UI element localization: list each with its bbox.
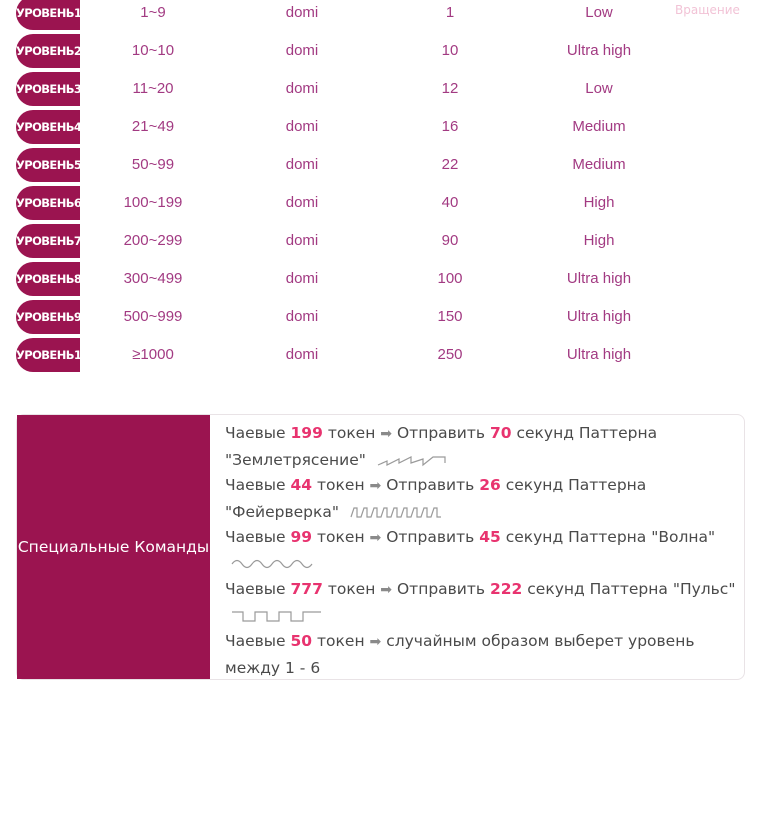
level-intensity: Medium [572, 118, 626, 135]
level-row [16, 338, 744, 372]
tip-amount: 199 [290, 424, 323, 442]
rotation-column-header: Вращение [675, 3, 740, 17]
level-duration: 40 [441, 194, 459, 211]
special-commands-panel [16, 414, 745, 680]
tip-word: Чаевые [225, 476, 286, 494]
arrow-icon: ➡ [380, 426, 393, 442]
level-intensity: High [583, 232, 615, 249]
tip-amount: 777 [290, 580, 323, 598]
token-word: токен [317, 632, 365, 650]
pulse-pattern-icon [231, 609, 323, 623]
level-intensity: Ultra high [566, 42, 632, 59]
tip-amount: 50 [290, 632, 313, 650]
level-row [16, 224, 744, 258]
level-tip-range: 200~299 [123, 232, 183, 249]
level-intensity: Ultra high [566, 270, 632, 287]
pattern-name: "Волна" [651, 528, 716, 546]
seconds-pattern-word: секунд Паттерна [505, 528, 647, 546]
level-badge: УРОВЕНЬ7 [16, 224, 80, 258]
level-toy: domi [285, 118, 319, 135]
pattern-name: "Фейерверка" [225, 502, 339, 521]
send-word: Отправить [386, 528, 475, 546]
level-row [16, 148, 744, 182]
level-tip-range: 500~999 [123, 308, 183, 325]
level-tip-range: 21~49 [131, 118, 175, 135]
command-item [225, 473, 739, 525]
level-intensity: Low [585, 4, 613, 21]
send-word: Отправить [386, 476, 475, 494]
level-toy: domi [285, 80, 319, 97]
level-tip-range: 1~9 [140, 4, 166, 21]
command-item-random [225, 629, 739, 681]
seconds-amount: 222 [489, 580, 523, 598]
tip-amount: 99 [290, 528, 313, 546]
level-toy: domi [285, 232, 319, 249]
level-toy: domi [285, 42, 319, 59]
level-row [16, 110, 744, 144]
level-badge: УРОВЕНЬ3 [16, 72, 80, 106]
seconds-pattern-word: секунд Паттерна [505, 476, 647, 494]
seconds-pattern-word: секунд Паттерна [516, 424, 658, 442]
level-intensity: Low [585, 80, 613, 97]
arrow-icon: ➡ [380, 582, 393, 598]
level-badge: УРОВЕНЬ10 [16, 338, 80, 372]
level-row [16, 300, 744, 334]
level-tip-range: ≥1000 [132, 346, 174, 363]
tip-word: Чаевые [225, 424, 286, 442]
level-duration: 90 [441, 232, 459, 249]
special-commands-list [225, 421, 739, 681]
random-text: случайным образом выберет уровень между 1 - 6 [225, 632, 695, 677]
level-toy: domi [285, 4, 319, 21]
level-toy: domi [285, 156, 319, 173]
level-duration: 250 [437, 346, 463, 363]
level-toy: domi [285, 346, 319, 363]
level-tip-range: 11~20 [132, 80, 174, 97]
level-duration: 100 [437, 270, 463, 287]
level-toy: domi [285, 270, 319, 287]
level-row [16, 72, 744, 106]
level-badge: УРОВЕНЬ1 [16, 0, 80, 30]
token-word: токен [317, 528, 365, 546]
command-item [225, 421, 739, 473]
level-tip-range: 100~199 [123, 194, 183, 211]
level-tip-range: 10~10 [131, 42, 175, 59]
level-toy: domi [285, 308, 319, 325]
level-duration: 22 [441, 156, 459, 173]
command-item [225, 525, 739, 577]
tip-word: Чаевые [225, 580, 286, 598]
firework-pattern-icon [350, 505, 436, 519]
token-word: токен [327, 424, 376, 442]
pattern-name: "Пульс" [672, 580, 736, 598]
level-intensity: Medium [572, 156, 626, 173]
level-badge: УРОВЕНЬ9 [16, 300, 80, 334]
tip-amount: 44 [290, 476, 313, 494]
level-row [16, 186, 744, 220]
token-word: токен [317, 476, 365, 494]
level-row [16, 34, 744, 68]
wave-pattern-icon [231, 557, 313, 571]
arrow-icon: ➡ [369, 634, 382, 650]
seconds-pattern-word: секунд Паттерна [527, 580, 668, 598]
level-tip-range: 300~499 [123, 270, 183, 287]
tip-word: Чаевые [225, 528, 286, 546]
level-badge: УРОВЕНЬ6 [16, 186, 80, 220]
seconds-amount: 26 [479, 476, 501, 494]
level-row [16, 262, 744, 296]
earthquake-pattern-icon [377, 453, 447, 467]
level-toy: domi [285, 194, 319, 211]
level-duration: 12 [441, 80, 459, 97]
arrow-icon: ➡ [369, 478, 382, 494]
tip-word: Чаевые [225, 632, 286, 650]
level-tip-range: 50~99 [131, 156, 175, 173]
level-row [16, 0, 744, 30]
level-badge: УРОВЕНЬ4 [16, 110, 80, 144]
send-word: Отправить [396, 424, 486, 442]
level-duration: 10 [441, 42, 459, 59]
level-duration: 1 [445, 4, 455, 21]
arrow-icon: ➡ [369, 530, 382, 546]
level-intensity: Ultra high [566, 308, 632, 325]
send-word: Отправить [396, 580, 486, 598]
token-word: токен [327, 580, 376, 598]
seconds-amount: 70 [489, 424, 512, 442]
level-badge: УРОВЕНЬ8 [16, 262, 80, 296]
special-commands-title: Специальные Команды [17, 415, 210, 679]
level-intensity: High [583, 194, 615, 211]
level-duration: 150 [437, 308, 463, 325]
level-duration: 16 [441, 118, 459, 135]
level-badge: УРОВЕНЬ5 [16, 148, 80, 182]
pattern-name: "Землетрясение" [225, 450, 366, 469]
command-item [225, 577, 739, 629]
level-intensity: Ultra high [566, 346, 632, 363]
seconds-amount: 45 [479, 528, 501, 546]
level-badge: УРОВЕНЬ2 [16, 34, 80, 68]
